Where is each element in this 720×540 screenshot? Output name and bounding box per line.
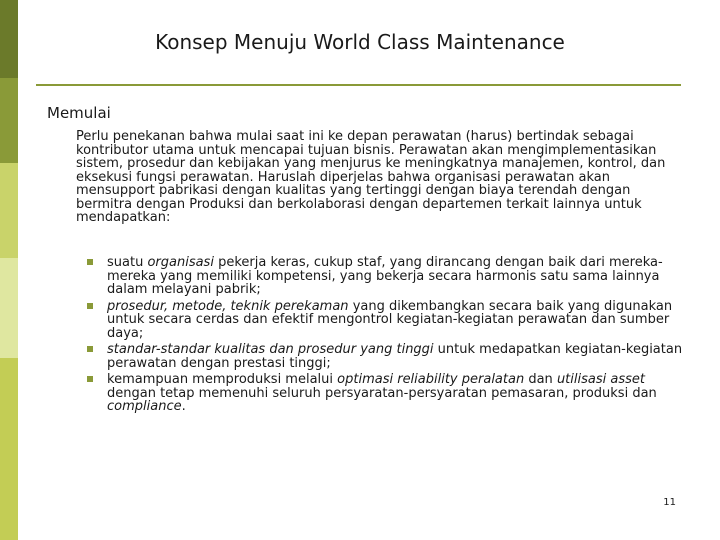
- page-number: 11: [663, 497, 676, 508]
- bullet-text-italic: optimasi reliability peralatan: [337, 372, 525, 387]
- bullet-text: yang dikembangkan secara baik yang digunakan untuk secara cerdas dan efektif mengontrol kegiatan-kegiatan perawatan dan sumber daya;: [107, 298, 673, 341]
- bullet-text-italic: prosedur, metode, teknik perekaman: [107, 298, 349, 314]
- decorative-sidebar: [0, 0, 18, 540]
- bullet-text: suatu: [107, 255, 148, 270]
- section-heading: Memulai: [47, 104, 111, 122]
- square-bullet-icon: [87, 376, 93, 382]
- title-divider: [36, 84, 681, 86]
- list-item: [87, 343, 687, 370]
- bullet-list: [87, 256, 687, 417]
- square-bullet-icon: [87, 346, 93, 352]
- list-item: [87, 300, 687, 341]
- bullet-text-italic: standar-standar kualitas dan prosedur yang tinggi: [107, 342, 434, 357]
- sidebar-segment: [0, 78, 18, 163]
- sidebar-segment: [0, 163, 18, 258]
- slide-title: Konsep Menuju World Class Maintenance: [155, 30, 565, 54]
- intro-paragraph: Perlu penekanan bahwa mulai saat ini ke depan perawatan (harus) bertindak sebagai kontributor utama untuk mencapai tujuan bisnis. Perawatan akan mengimplementasikan sistem, prosedur dan kebijakan yang menjurus ke meningkatnya manajemen, kontrol, dan eksekusi fungsi perawatan. Haruslah diperjelas bahwa organisasi perawatan akan mensupport pabrikasi dengan kualitas yang tertinggi dengan biaya terendah dengan bermitra dengan Produksi dan berkolaborasi dengan departemen terkait lainnya untuk mendapatkan:: [76, 129, 666, 225]
- bullet-text-italic: compliance: [107, 399, 182, 414]
- list-item: [87, 256, 687, 297]
- square-bullet-icon: [87, 303, 93, 309]
- square-bullet-icon: [87, 259, 93, 265]
- bullet-text: kemampuan memproduksi melalui: [107, 372, 338, 387]
- sidebar-segment: [0, 358, 18, 540]
- bullet-text: .: [181, 399, 186, 414]
- bullet-text-italic: organisasi: [147, 255, 214, 270]
- sidebar-segment: [0, 0, 18, 78]
- bullet-text: dengan tetap memenuhi seluruh persyaratan-persyaratan pemasaran, produksi dan: [107, 385, 657, 401]
- sidebar-segment: [0, 258, 18, 358]
- list-item: [87, 373, 687, 414]
- bullet-text: pekerja keras, cukup staf, yang dirancang dengan baik dari mereka-mereka yang memiliki kompetensi, yang bekerja secara harmonis satu sama lainnya dalam melayani pabrik;: [107, 255, 663, 297]
- bullet-text-italic: utilisasi asset: [556, 372, 645, 387]
- bullet-text: untuk medapatkan kegiatan-kegiatan perawatan dengan prestasi tinggi;: [107, 342, 683, 371]
- bullet-text: dan: [524, 372, 557, 387]
